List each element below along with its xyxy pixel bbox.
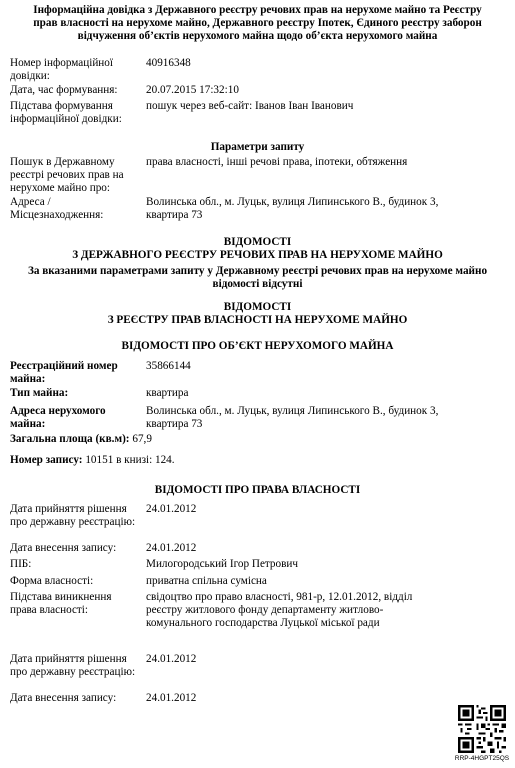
object-type-value: квартира — [146, 387, 189, 399]
section1-title-line-1: ВІДОМОСТІ — [223, 236, 292, 248]
ownership-basis-label: Підстава виникнення права власності: — [10, 591, 112, 617]
section1-note — [0, 265, 515, 291]
section1-note-line-1: За вказаними параметрами запиту у Державному реєстрі речових прав на нерухоме майно — [27, 265, 488, 277]
section2-title-line-2: З РЕЄСТРУ ПРАВ ВЛАСНОСТІ НА НЕРУХОМЕ МАЙНО — [107, 314, 408, 327]
ownership-entry-date-label: Дата внесення запису: — [10, 542, 117, 554]
header-line-3: відчуження об’єктів нерухомого майна щодо об’єкта нерухомого майна — [77, 30, 438, 43]
ownership-name-value: Милогородський Ігор Петрович — [146, 558, 299, 570]
object-area-label: Загальна площа (кв.м): — [10, 433, 130, 445]
ownership-entry-date2-value: 24.01.2012 — [146, 692, 197, 704]
ownership-decision-date-value: 24.01.2012 — [146, 503, 197, 515]
ownership-title: ВІДОМОСТІ ПРО ПРАВА ВЛАСНОСТІ — [154, 484, 361, 496]
qr-code-icon — [458, 705, 506, 753]
info-basis-label: Підстава формування інформаційної довідки: — [10, 100, 122, 126]
ownership-decision-date2-value: 24.01.2012 — [146, 653, 197, 665]
object-record-value: 10151 в книзі: 124. — [85, 454, 175, 466]
section1-title — [0, 236, 515, 262]
ownership-basis-value: свідоцтво про право власності, 981-р, 12.01.2012, відділ реєстру житлового фонду департаменту житлово-комунального господарства Луцької міської ради — [146, 591, 413, 630]
object-regnum-value: 35866144 — [146, 360, 191, 372]
header-line-1: Інформаційна довідка з Державного реєстру речових прав на нерухоме майно та Реєстру — [33, 4, 482, 16]
info-number-value: 40916348 — [146, 57, 191, 69]
query-title: Параметри запиту — [210, 141, 305, 153]
section2-title — [0, 301, 515, 327]
info-basis-value: пошук через веб-сайт: Іванов Іван Іванович — [146, 100, 354, 112]
object-title: ВІДОМОСТІ ПРО ОБ’ЄКТ НЕРУХОМОГО МАЙНА — [121, 340, 394, 352]
object-record-label: Номер запису: — [10, 454, 83, 466]
qr-code-caption: RRP-4HGPT25QS — [454, 755, 510, 762]
query-address-label: Адреса / Місцезнаходження: — [10, 196, 104, 222]
query-search-label: Пошук в Державному реєстрі речових прав на нерухоме майно про: — [10, 156, 124, 195]
ownership-name-label: ПІБ: — [10, 558, 32, 570]
ownership-form-label: Форма власності: — [10, 575, 94, 587]
section1-note-line-2: відомості відсутні — [212, 278, 303, 291]
query-search-value: права власності, інші речові права, іпотеки, обтяження — [146, 156, 408, 168]
ownership-form-value: приватна спільна сумісна — [146, 575, 267, 587]
object-record — [10, 454, 175, 467]
object-address-value: Волинська обл., м. Луцьк, вулиця Липинського В., будинок 3, квартира 73 — [146, 405, 439, 431]
info-number-label: Номер інформаційної довідки: — [10, 57, 113, 83]
object-area — [10, 433, 152, 446]
ownership-entry-date2-label: Дата внесення запису: — [10, 692, 117, 704]
header-line-2: прав власності на нерухоме майно, Державного реєстру Іпотек, Єдиного реєстру заборон — [33, 17, 482, 30]
ownership-entry-date-value: 24.01.2012 — [146, 542, 197, 554]
object-type-label: Тип майна: — [10, 387, 69, 399]
query-address-value: Волинська обл., м. Луцьк, вулиця Липинського В., будинок 3, квартира 73 — [146, 196, 439, 222]
section1-title-line-2: З ДЕРЖАВНОГО РЕЄСТРУ РЕЧОВИХ ПРАВ НА НЕРУХОМЕ МАЙНО — [72, 249, 443, 262]
object-address-label: Адреса нерухомого майна: — [10, 405, 106, 431]
ownership-decision-date2-label: Дата прийняття рішення про державну реєстрацію: — [10, 653, 136, 679]
info-datetime-label: Дата, час формування: — [10, 84, 118, 96]
object-area-value: 67,9 — [132, 433, 152, 445]
section2-title-line-1: ВІДОМОСТІ — [223, 301, 292, 313]
object-regnum-label: Реєстраційний номер майна: — [10, 360, 118, 386]
document-header — [0, 4, 515, 44]
ownership-decision-date-label: Дата прийняття рішення про державну реєстрацію: — [10, 503, 136, 529]
info-datetime-value: 20.07.2015 17:32:10 — [146, 84, 239, 96]
